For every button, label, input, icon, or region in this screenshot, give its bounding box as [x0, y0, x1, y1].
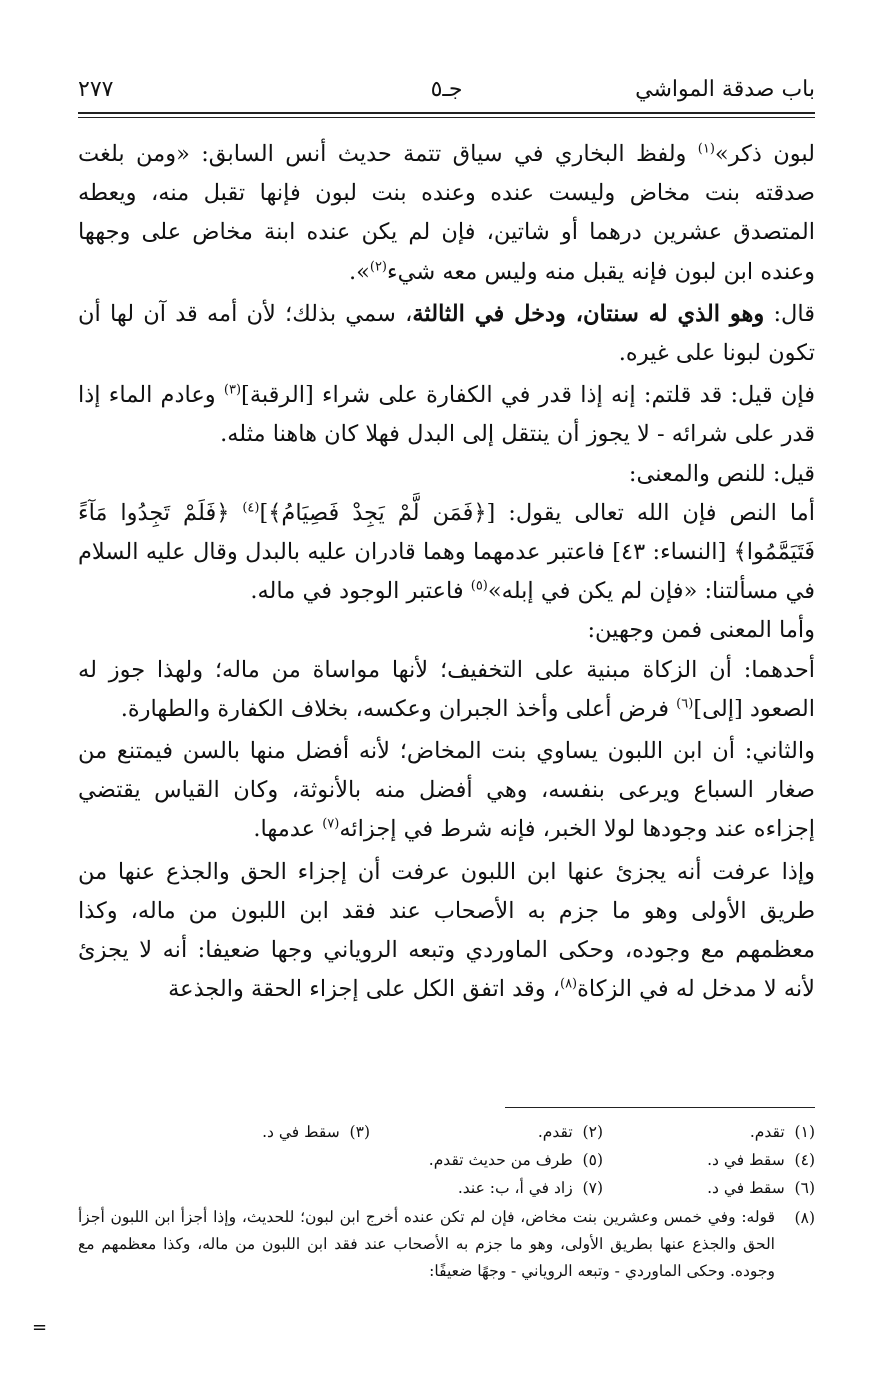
- footnote-separator: [505, 1107, 815, 1108]
- footnote-ref: (٥): [470, 578, 488, 594]
- paragraph: لبون ذكر»$^{(١)}$ ولفظ البخاري في سياق تتمة حديث أنس السابق: «ومن بلغت صدقته بنت مخاض وليست عنده وعنده بنت لبون فإنها تقبل منه، ويعطه المتصدق عشرين درهما أو شاتين، فإن لم يكن عنده ابنة مخاض على وجهها وعنده ابن لبون فإنه يقبل منه وليس معه شيء$^{(٢)}$».: [78, 141, 815, 285]
- footnote-ref: (٤): [242, 500, 260, 516]
- footnote-8: [78, 1204, 815, 1285]
- paragraph: قيل: للنص والمعنى:: [628, 460, 815, 487]
- matn-bold: وهو الذي له سنتان، ودخل في الثالثة: [412, 300, 765, 327]
- footnote-5: (٥) طرف من حديث تقدم.: [428, 1151, 603, 1169]
- footnote-row: [78, 1174, 815, 1202]
- volume-label: جـ٥: [430, 77, 463, 102]
- header-rule: [78, 112, 815, 114]
- paragraph: فإن قيل: قد قلتم: إنه إذا قدر في الكفارة على شراء [الرقبة]$^{(٣)}$ وعادم الماء إذا قدر على شرائه - لا يجوز أن ينتقل إلى البدل فهلا كان هاهنا مثله.: [78, 382, 816, 448]
- footnote-1: (١) تقدم.: [749, 1123, 815, 1141]
- footnote-4: (٤) سقط في د.: [707, 1151, 815, 1169]
- footnote-2: (٢) تقدم.: [537, 1123, 603, 1141]
- paragraph: وإذا عرفت أنه يجزئ عنها ابن اللبون عرفت أن إجزاء الحق والجذع عنها من طريق الأولى وهو ما جزم به الأصحاب عند فقد ابن اللبون من ماله، وكذا معظمهم مع وجوده، وحكى الماوردي وتبعه الروياني وجها ضعيفا: أنه لا يجزئ لأنه لا مدخل له في الزكاة$^{(٨)}$، وقد اتفق الكل على إجزاء الحقة والجذعة: [78, 858, 815, 1003]
- footnote-ref: (١): [697, 141, 715, 157]
- footnote-7: (٧) زاد في أ، ب: عند.: [457, 1179, 603, 1197]
- paragraph: أحدهما: أن الزكاة مبنية على التخفيف؛ لأنها مواساة من ماله؛ ولهذا جوز له الصعود [إلى]$^{(٦)}$ فرض أعلى وأخذ الجبران وعكسه، بخلاف الكفارة والطهارة.: [78, 656, 815, 722]
- footnotes: [78, 1118, 815, 1285]
- chapter-title: باب صدقة المواشي: [635, 77, 815, 102]
- footnote-ref: (٦): [676, 696, 694, 712]
- header-rule-thin: [78, 117, 815, 118]
- footnote-6: (٦) سقط في د.: [707, 1179, 815, 1197]
- paragraph: أما النص فإن الله تعالى يقول: [﴿فَمَن لَّمْ يَجِدْ فَصِيَامُ﴾]$^{(٤)}$ ﴿فَلَمْ تَجِدُوا مَآءً فَتَيَمَّمُوا﴾ [النساء: ٤٣] فاعتبر عدمهما وهما قادران عليه بالبدل وقال عليه السلام في مسألتنا: «فإن لم يكن في إبله»$^{(٥)}$ فاعتبر الوجود في ماله.: [78, 499, 816, 605]
- footnote-ref: (٧): [322, 816, 340, 832]
- footnote-number: (٨): [794, 1209, 815, 1227]
- footnote-ref: (٢): [369, 259, 387, 275]
- footnote-row: [78, 1118, 815, 1146]
- page-header: [78, 72, 815, 108]
- paragraph: والثاني: أن ابن اللبون يساوي بنت المخاض؛ لأنه أفضل منها بالسن فيمتنع من صغار السباع ويرعى بنفسه، وهي أفضل منه بالأنوثة، وكان القياس يقتضي إجزاءه عند وجودها لولا الخبر، فإنه شرط في إجزائه$^{(٧)}$ عدمها.: [78, 738, 815, 843]
- main-text: [78, 135, 815, 1009]
- footnote-3: (٣) سقط في د.: [262, 1123, 370, 1141]
- footnote-ref: (٨): [559, 976, 578, 992]
- paragraph: قال: وهو الذي له سنتان، ودخل في الثالثة، سمي بذلك؛ لأن أمه قد آن لها أن تكون لبونا على غيره.: [78, 300, 815, 367]
- continuation-mark: =: [32, 1317, 48, 1338]
- page-number: ٢٧٧: [78, 77, 114, 102]
- footnote-row: [78, 1146, 815, 1174]
- footnote-ref: (٣): [223, 382, 242, 398]
- paragraph: وأما المعنى فمن وجهين:: [587, 617, 815, 644]
- footnote-text: قوله: وفي خمس وعشرين بنت مخاض، فإن لم تكن عنده أخرج ابن لبون؛ للحديث، وإذا أجزأ ابن اللبون أجزأ الحق والجذع عنها بطريق الأولى، وهو ما جزم به الأصحاب عند فقد ابن اللبون من ماله، وكذا معظمهم مع وجوده. وحكى الماوردي - وتبعه الروياني - وجهًا ضعيفًا:: [78, 1208, 775, 1280]
